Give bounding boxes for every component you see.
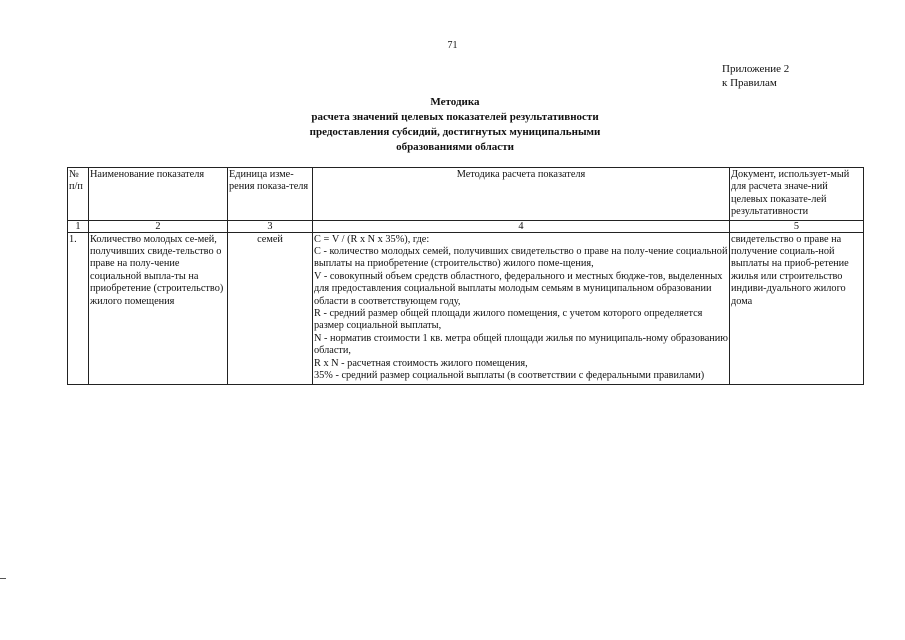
table-row: [68, 232, 864, 384]
title-line-2: расчета значений целевых показателей результативности: [311, 111, 599, 123]
header-document: Документ, использует-мый для расчета значе-ний целевых показате-лей результативности: [730, 168, 864, 221]
title-line-1: Методика: [430, 96, 480, 108]
header-unit: Единица изме-рения показа-теля: [228, 168, 313, 221]
method-line: R - средний размер общей площади жилого помещения, с учетом которого определяется размер социальной выплаты,: [314, 308, 703, 332]
appendix-line-2: к Правилам: [722, 77, 777, 89]
method-formula: С = V / (R x N x 35%), где:: [314, 233, 430, 245]
appendix-reference: [722, 62, 789, 90]
row-unit: семей: [228, 232, 313, 384]
column-number: 4: [313, 220, 730, 232]
method-line: R x N - расчетная стоимость жилого помещения,: [314, 357, 528, 369]
column-number: 3: [228, 220, 313, 232]
title-line-3: предоставления субсидий, достигнутых муниципальными: [309, 126, 601, 138]
header-indicator-name: Наименование показателя: [89, 168, 228, 221]
column-number: 1: [68, 220, 89, 232]
row-indicator-name: Количество молодых се-мей, получивших свиде-тельство о праве на полу-чение социальной выпла-ты на приобретение (строительство) жилого помещения: [89, 232, 228, 384]
page-number: 71: [447, 40, 458, 51]
column-number: 5: [730, 220, 864, 232]
row-document: свидетельство о праве на получение социаль-ной выплаты на приоб-ретение жилья или строительство индиви-дуального жилого дома: [730, 232, 864, 384]
document-title: [160, 95, 750, 155]
appendix-line-1: Приложение 2: [722, 63, 790, 75]
column-numbers-row: [68, 220, 864, 232]
row-num: 1.: [68, 232, 89, 384]
row-method: [313, 232, 730, 384]
column-number: 2: [89, 220, 228, 232]
method-line: 35% - средний размер социальной выплаты (в соответствии с федеральными правилами): [314, 370, 705, 382]
header-method: Методика расчета показателя: [313, 168, 730, 221]
header-num: № п/п: [68, 168, 89, 221]
table-header-row: [68, 168, 864, 221]
method-line: N - норматив стоимости 1 кв. метра общей площади жилья по муниципаль-ному образованию области,: [314, 332, 728, 357]
method-line: V - совокупный объем средств областного, федерального и местных бюдже-тов, выделенных для предоставления социальной выплаты молодым семьям в муниципальном образовании области в соответствующем году,: [314, 270, 723, 307]
title-line-4: образованиями области: [396, 141, 514, 153]
method-line: С - количество молодых семей, получивших свидетельство о праве на полу-чение социальной выплаты на приобретение (строительство) жилого поме-щения,: [314, 246, 728, 270]
margin-mark: [0, 578, 6, 579]
indicators-table: [67, 167, 864, 385]
